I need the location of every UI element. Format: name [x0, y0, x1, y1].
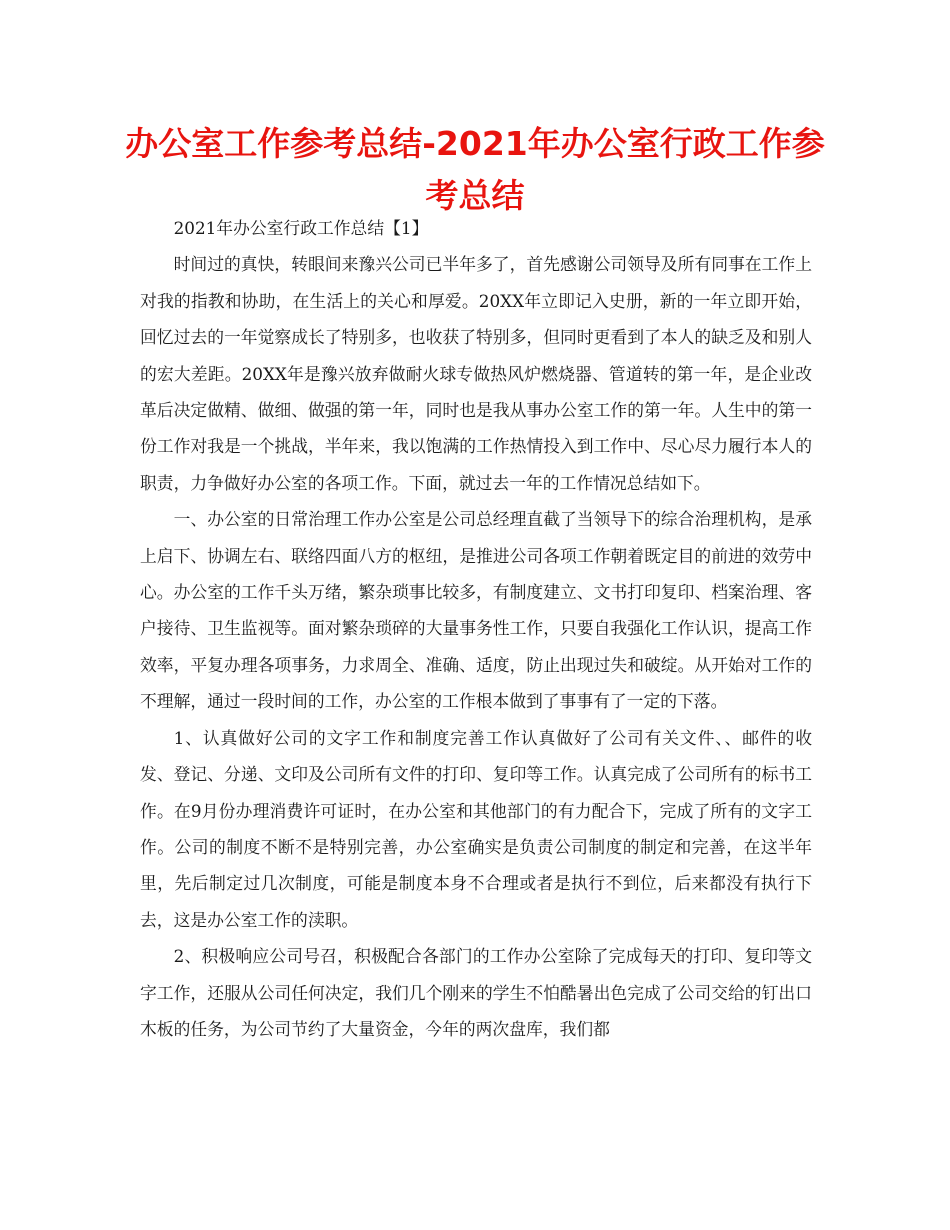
paragraph-intro: 时间过的真快，转眼间来豫兴公司已半年多了，首先感谢公司领导及所有同事在工作上对我的指教和协助，在生活上的关心和厚爱。20XX年立即记入史册，新的一年立即开始，回忆过去的一年觉察成长了特别多，也收获了特别多，但同时更看到了本人的缺乏及和别人的宏大差距。20XX年是豫兴放弃做耐火球专做热风炉燃烧器、管道转的第一年，是企业改革后决定做精、做细、做强的第一年，同时也是我从事办公室工作的第一年。人生中的第一份工作对我是一个挑战，半年来，我以饱满的工作热情投入到工作中、尽心尽力履行本人的职责，力争做好办公室的各项工作。下面，就过去一年的工作情况总结如下。 [140, 254, 812, 493]
document-title: 办公室工作参考总结-2021年办公室行政工作参考总结 [125, 124, 825, 215]
paragraph-item-one: 1、认真做好公司的文字工作和制度完善工作认真做好了公司有关文件、、邮件的收发、登记、分递、文印及公司所有文件的打印、复印等工作。认真完成了公司所有的标书工作。在9月份办理消费许可证时，在办公室和其他部门的有力配合下，完成了所有的文字工作。公司的制度不断不是特别完善，办公室确实是负责公司制度的制定和完善，在这半年里，先后制定过几次制度，可能是制度本身不合理或者是执行不到位，后来都没有执行下去，这是办公室工作的渎职。 [140, 727, 812, 930]
paragraph-section-one: 一、办公室的日常治理工作办公室是公司总经理直截了当领导下的综合治理机构，是承上启下、协调左右、联络四面八方的枢纽，是推进公司各项工作朝着既定目的前进的效劳中心。办公室的工作千头万绪，繁杂琐事比较多，有制度建立、文书打印复印、档案治理、客户接待、卫生监视等。面对繁杂琐碎的大量事务性工作，只要自我强化工作认识，提高工作效率，平复办理各项事务，力求周全、准确、适度，防止出现过失和破绽。从开始对工作的不理解，通过一段时间的工作，办公室的工作根本做到了事事有了一定的下落。 [140, 509, 812, 712]
section-heading: 2021年办公室行政工作总结【1】 [173, 218, 429, 238]
paragraph-item-two: 2、积极响应公司号召，积极配合各部门的工作办公室除了完成每天的打印、复印等文字工作，还服从公司任何决定，我们几个刚来的学生不怕酷暑出色完成了公司交给的钉出口木板的任务，为公司节约了大量资金，今年的两次盘库，我们都 [140, 946, 812, 1039]
document-body [140, 210, 812, 1047]
